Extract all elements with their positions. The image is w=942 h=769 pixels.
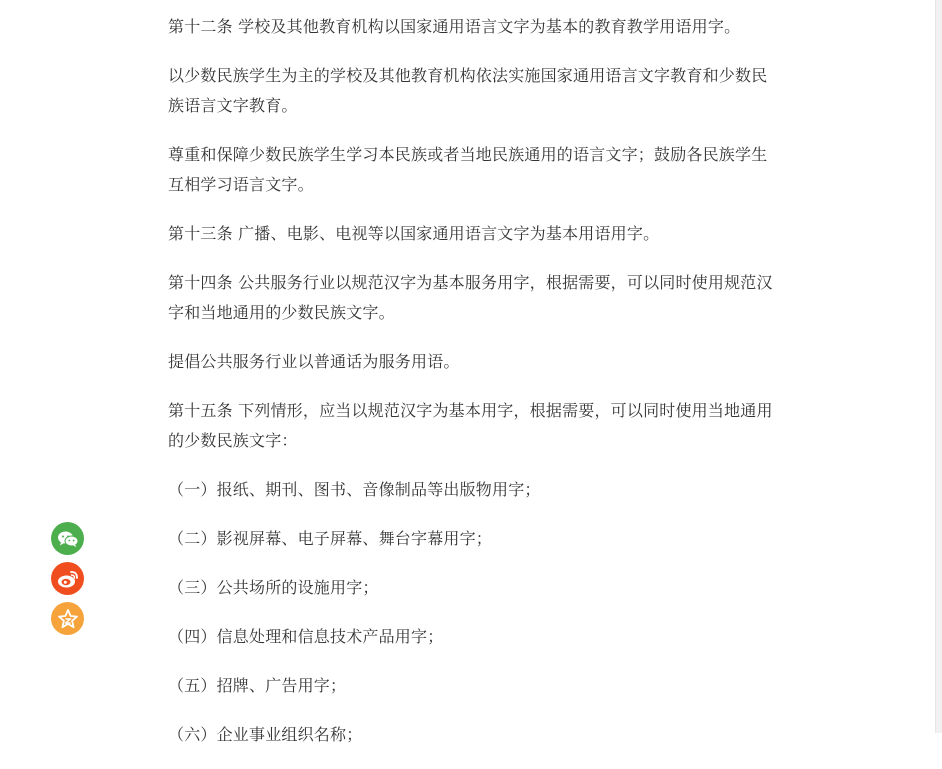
share-favorite-button[interactable] (51, 602, 84, 635)
wechat-icon (57, 530, 79, 548)
star-icon (57, 608, 79, 630)
list-item: （四）信息处理和信息技术产品用字； (168, 627, 444, 646)
share-weibo-button[interactable] (51, 562, 84, 595)
paragraph: 以少数民族学生为主的学校及其他教育机构依法实施国家通用语言文字教育和少数民族语言文字教育。 (168, 66, 768, 115)
paragraph: 提倡公共服务行业以普通话为服务用语。 (168, 352, 460, 371)
list-item: （六）企业事业组织名称； (168, 725, 363, 744)
paragraph: 第十三条 广播、电影、电视等以国家通用语言文字为基本用语用字。 (168, 224, 660, 243)
list-item: （五）招牌、广告用字； (168, 676, 347, 695)
weibo-icon (57, 569, 79, 589)
article-body (168, 12, 773, 769)
paragraph: 第十五条 下列情形，应当以规范汉字为基本用字，根据需要，可以同时使用当地通用的少数民族文字： (168, 401, 773, 450)
share-wechat-button[interactable] (51, 522, 84, 555)
list-item: （二）影视屏幕、电子屏幕、舞台字幕用字； (168, 529, 493, 548)
paragraph: 尊重和保障少数民族学生学习本民族或者当地民族通用的语言文字；鼓励各民族学生互相学习语言文字。 (168, 145, 768, 194)
paragraph: 第十二条 学校及其他教育机构以国家通用语言文字为基本的教育教学用语用字。 (168, 17, 741, 36)
list-item: （一）报纸、期刊、图书、音像制品等出版物用字； (168, 480, 541, 499)
scrollbar[interactable] (935, 0, 942, 733)
paragraph: 第十四条 公共服务行业以规范汉字为基本服务用字，根据需要，可以同时使用规范汉字和当地通用的少数民族文字。 (168, 273, 773, 322)
list-item: （三）公共场所的设施用字； (168, 578, 379, 597)
